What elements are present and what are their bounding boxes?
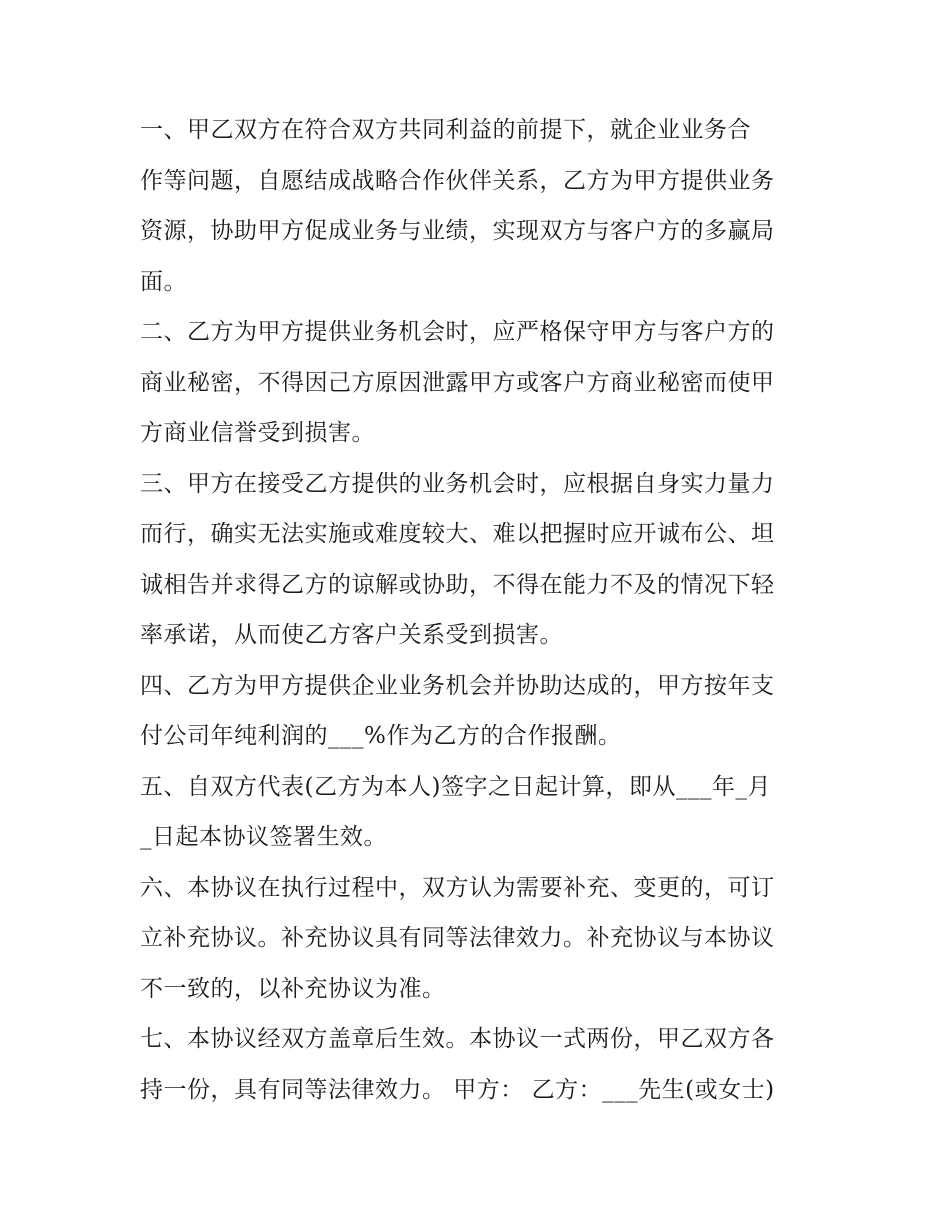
text-line-3: 资源，协助甲方促成业务与业绩，实现双方与客户方的多赢局 (140, 218, 775, 244)
text-line-19: 七、本协议经双方盖章后生效。本协议一式两份，甲乙双方各 (140, 1026, 775, 1052)
text-line-6: 商业秘密，不得因己方原因泄露甲方或客户方商业秘密而使甲 (140, 369, 775, 396)
text-line-1: 一、甲乙双方在符合双方共同利益的前提下，就企业业务合 (140, 117, 751, 143)
text-line-5: 二、乙方为甲方提供业务机会时，应严格保守甲方与客户方的 (140, 319, 775, 345)
text-line-4: 面。 (140, 268, 187, 295)
text-line-15: _日起本协议签署生效。 (140, 824, 387, 850)
text-line-8: 三、甲方在接受乙方提供的业务机会时，应根据自身实力量力 (140, 470, 775, 497)
text-line-12: 四、乙方为甲方提供企业业务机会并协助达成的，甲方按年支 (140, 672, 775, 699)
text-line-11: 率承诺，从而使乙方客户关系受到损害。 (140, 622, 563, 648)
text-line-14: 五、自双方代表(乙方为本人)签字之日起计算，即从___年_月 (140, 773, 771, 800)
text-line-13: 付公司年纯利润的___%作为乙方的合作报酬。 (140, 723, 622, 749)
text-line-16: 六、本协议在执行过程中，双方认为需要补充、变更的，可订 (140, 874, 775, 901)
text-line-18: 不一致的，以补充协议为准。 (140, 975, 446, 1002)
text-line-17: 立补充协议。补充协议具有同等法律效力。补充协议与本协议 (140, 925, 775, 951)
document-body (140, 105, 820, 1115)
text-line-9: 而行，确实无法实施或难度较大、难以把握时应开诚布公、坦 (140, 521, 775, 547)
text-line-10: 诚相告并求得乙方的谅解或协助，不得在能力不及的情况下轻 (140, 571, 775, 598)
text-line-7: 方商业信誉受到损害。 (140, 420, 375, 446)
text-line-20: 持一份，具有同等法律效力。 甲方： 乙方：___先生(或女士) (140, 1076, 775, 1103)
text-line-2: 作等问题，自愿结成战略合作伙伴关系，乙方为甲方提供业务 (140, 167, 775, 194)
